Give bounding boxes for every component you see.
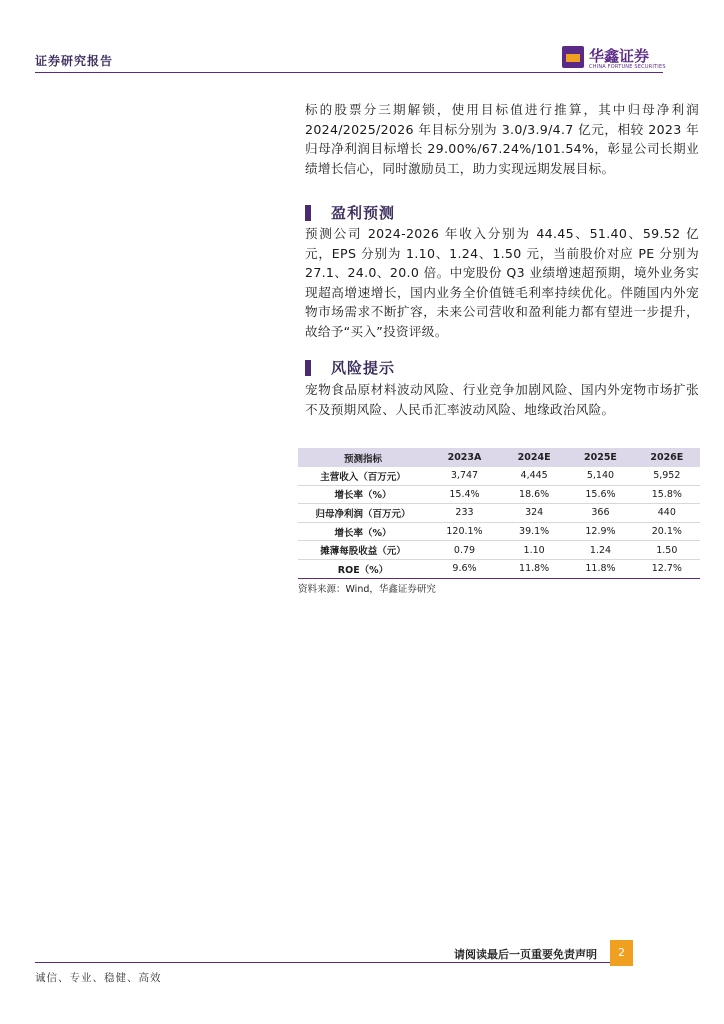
logo-name-en: CHINA FORTUNE SECURITIES [589, 64, 666, 70]
table-cell: 9.6% [428, 559, 501, 578]
table-header-cell: 2025E [567, 448, 633, 467]
risk-block [305, 380, 699, 419]
table-cell: 4,445 [501, 467, 567, 485]
footer-divider [35, 962, 610, 963]
intro-paragraph: 标的股票分三期解锁，使用目标值进行推算，其中归母净利润 2024/2025/2026 年目标分别为 3.0/3.9/4.7 亿元，相较 2023 年归母净利润目标增长 29.00%/67.24%/101.54%，彰显公司长期业绩增长信心，同时激励员工，助力实现远期发展目标。 [305, 102, 699, 176]
table-header-cell: 预测指标 [298, 448, 428, 467]
table-cell: 39.1% [501, 522, 567, 541]
table-cell: 366 [567, 504, 633, 523]
table-cell: 18.6% [501, 485, 567, 504]
row-label: 增长率（%） [298, 522, 428, 541]
table-cell: 324 [501, 504, 567, 523]
table-cell: 0.79 [428, 541, 501, 560]
table-cell: 20.1% [634, 522, 700, 541]
table-cell: 1.50 [634, 541, 700, 560]
table-cell: 15.8% [634, 485, 700, 504]
table-cell: 120.1% [428, 522, 501, 541]
table-header-cell: 2023A [428, 448, 501, 467]
section-heading-risk [305, 357, 395, 378]
table-cell: 1.10 [501, 541, 567, 560]
forecast-table [298, 448, 700, 579]
table-cell: 3,747 [428, 467, 501, 485]
table-source-note: 资料来源：Wind，华鑫证券研究 [298, 584, 436, 595]
table-row [298, 541, 700, 560]
table-cell: 12.7% [634, 559, 700, 578]
table-header-cell: 2024E [501, 448, 567, 467]
section-marker [305, 360, 311, 376]
table-header-cell: 2026E [634, 448, 700, 467]
table-row [298, 522, 700, 541]
disclaimer-link[interactable]: 请阅读最后一页重要免责声明 [454, 948, 597, 961]
logo-name-cn: 华鑫证券 [589, 47, 650, 65]
table-cell: 5,140 [567, 467, 633, 485]
row-label: ROE（%） [298, 559, 428, 578]
table-row [298, 467, 700, 485]
table-cell: 15.4% [428, 485, 501, 504]
section-title: 风险提示 [331, 359, 396, 377]
section-marker [305, 205, 311, 221]
table-row [298, 485, 700, 504]
table-cell: 5,952 [634, 467, 700, 485]
header-divider [35, 72, 663, 73]
logo-icon [562, 46, 584, 68]
table-row [298, 504, 700, 523]
forecast-paragraph: 预测公司 2024-2026 年收入分别为 44.45、51.40、59.52 亿元，EPS 分别为 1.10、1.24、1.50 元，当前股价对应 PE 分别为 27.1、24.0、20.0 倍。中宠股份 Q3 业绩增速超预期，境外业务实现超高增速增长，国内业务全价值链毛利率持续优化。伴随国内外宠物市场需求不断扩容，未来公司营收和盈利能力都有望进一步提升，故给予“买入”投资评级。 [305, 226, 699, 339]
section-title: 盈利预测 [331, 204, 396, 222]
section-heading-forecast [305, 202, 395, 223]
table-cell: 15.6% [567, 485, 633, 504]
report-type-label: 证券研究报告 [35, 54, 114, 68]
company-logo [562, 46, 666, 74]
table-cell: 11.8% [501, 559, 567, 578]
row-label: 摊薄每股收益（元） [298, 541, 428, 560]
row-label: 归母净利润（百万元） [298, 504, 428, 523]
forecast-block [305, 224, 699, 342]
table-cell: 233 [428, 504, 501, 523]
intro-block [305, 100, 699, 178]
table-row [298, 559, 700, 578]
table-header-row [298, 448, 700, 467]
table-cell: 11.8% [567, 559, 633, 578]
table-cell: 12.9% [567, 522, 633, 541]
table-cell: 1.24 [567, 541, 633, 560]
page-number: 2 [610, 940, 633, 966]
risk-paragraph: 宠物食品原材料波动风险、行业竞争加剧风险、国内外宠物市场扩张不及预期风险、人民币汇率波动风险、地缘政治风险。 [305, 382, 699, 417]
table-cell: 440 [634, 504, 700, 523]
row-label: 主营收入（百万元） [298, 467, 428, 485]
company-motto: 诚信、专业、稳健、高效 [35, 972, 162, 984]
row-label: 增长率（%） [298, 485, 428, 504]
